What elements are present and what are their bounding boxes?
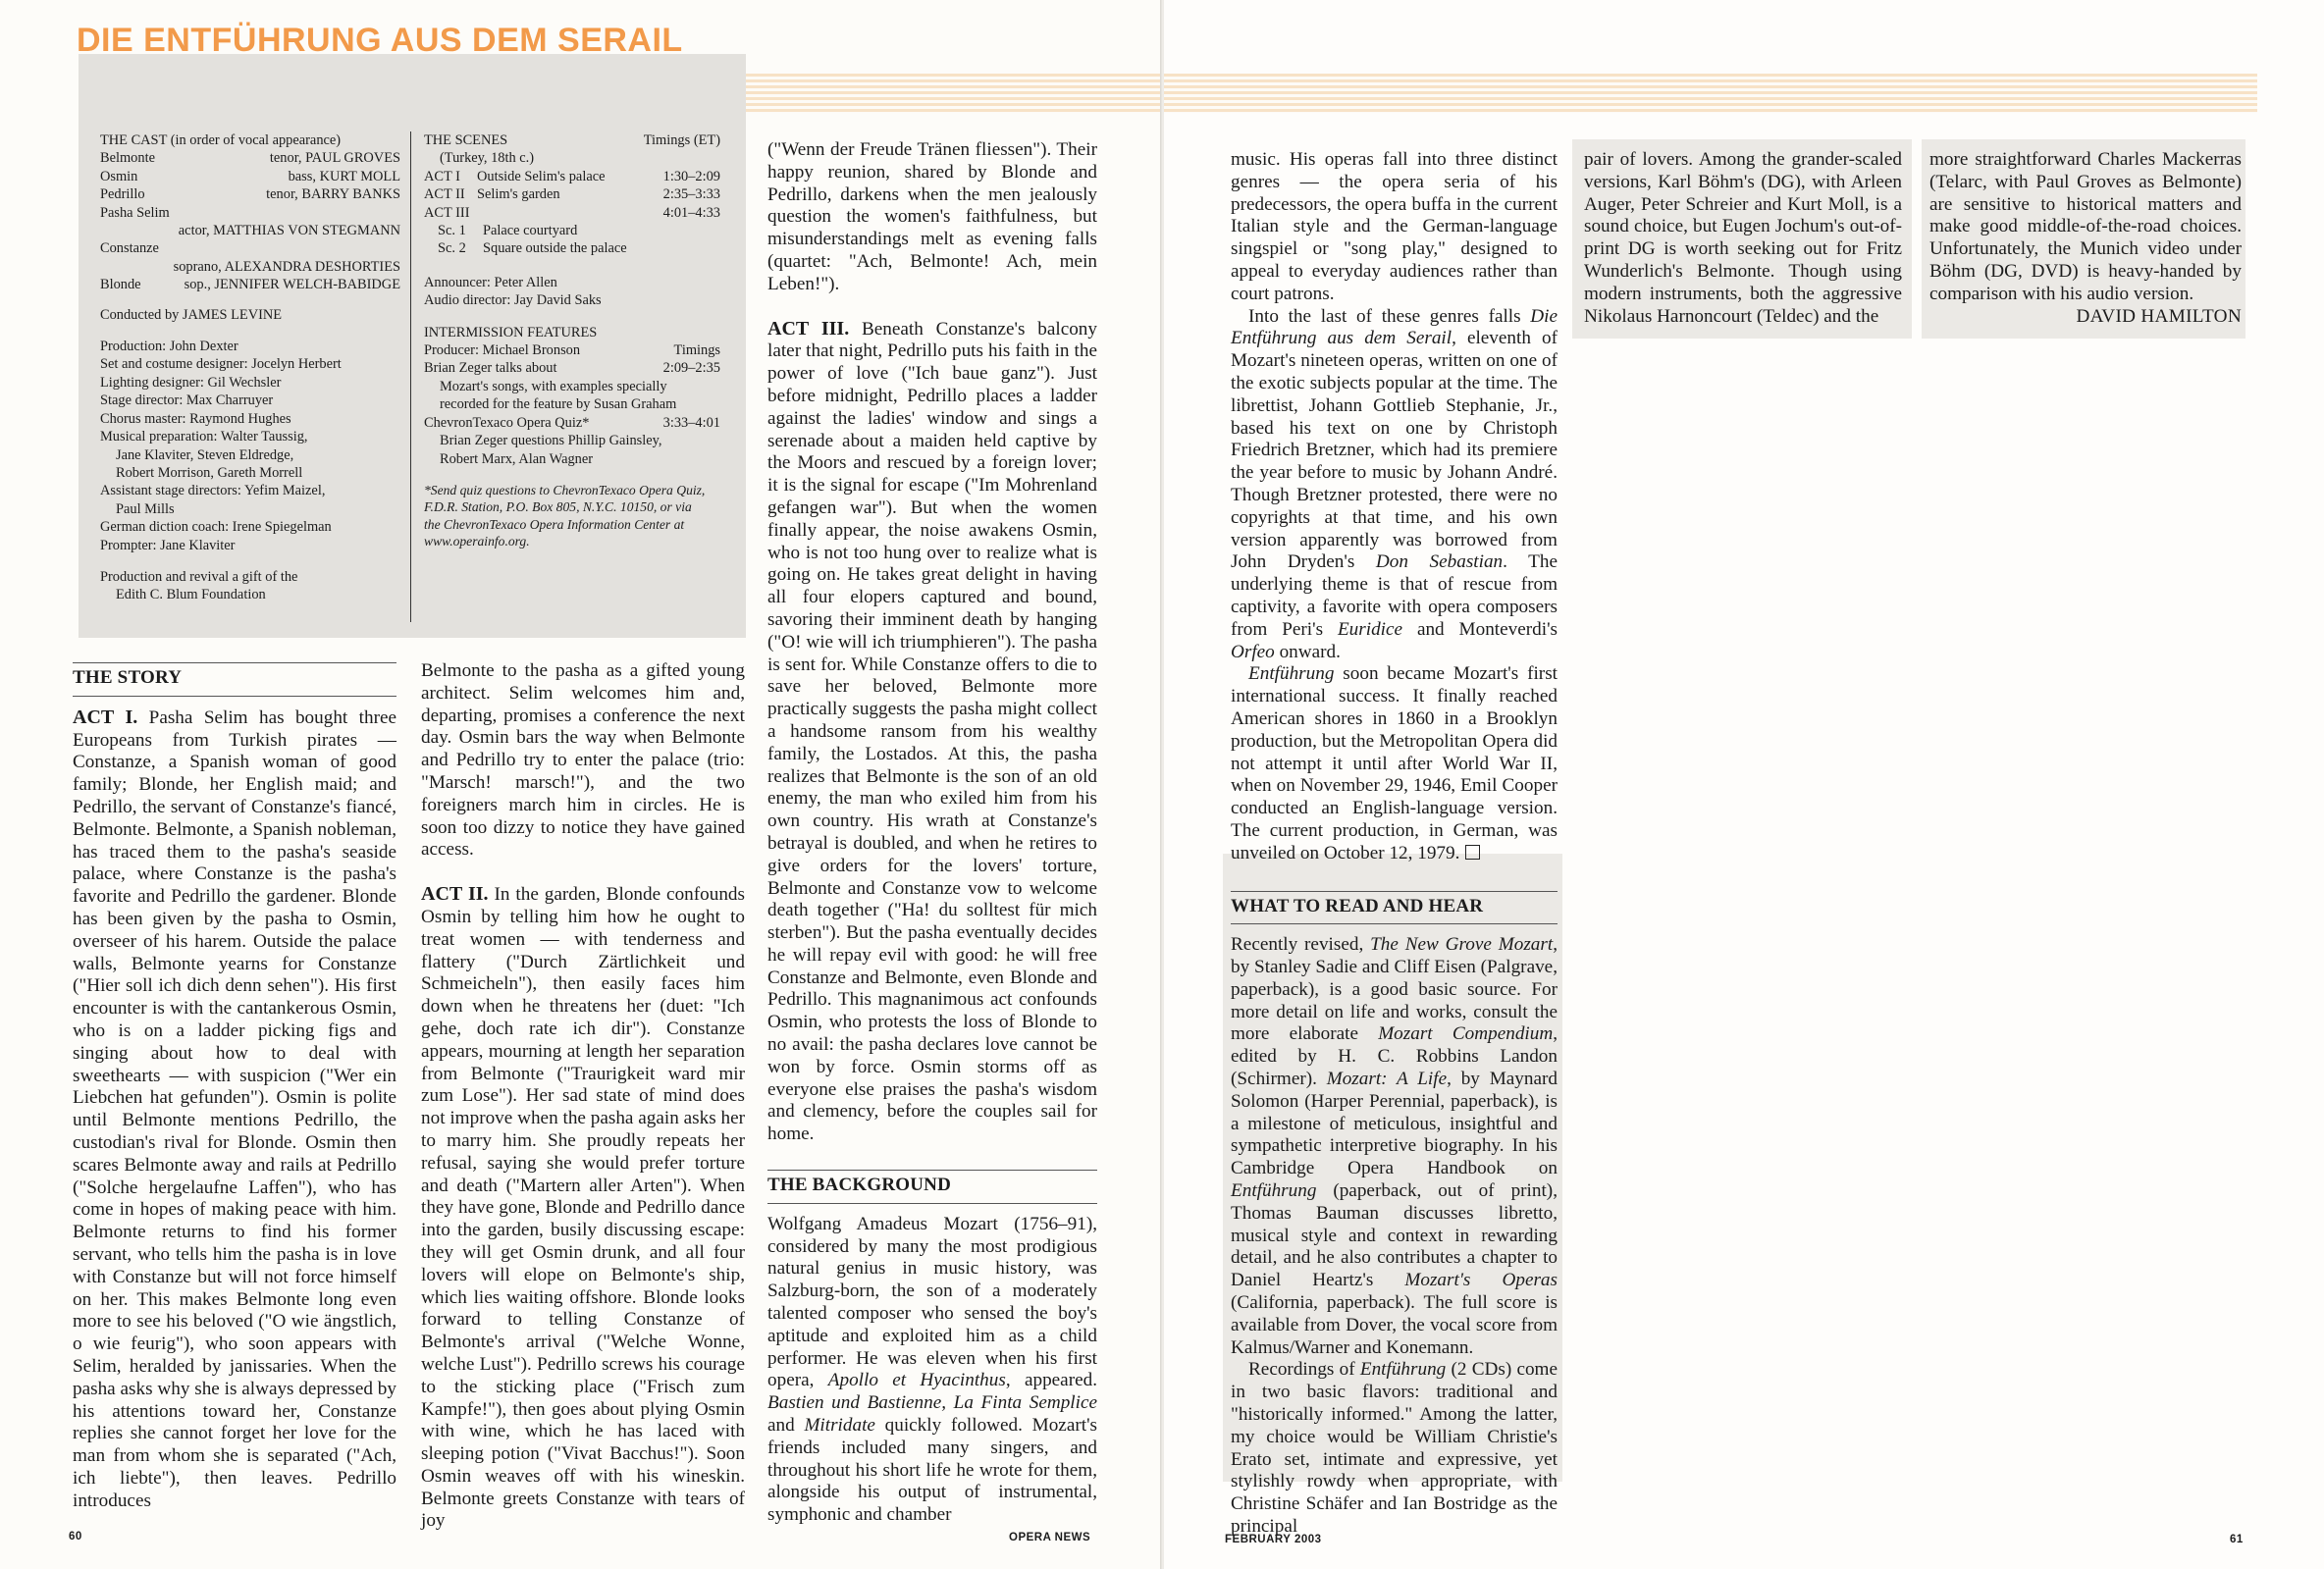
feature-1-line-3: recorded for the feature by Susan Graham: [440, 396, 677, 413]
decorative-stripe: [746, 74, 1162, 113]
scene-act: Sc. 1: [438, 223, 466, 239]
scenes-list: [424, 131, 720, 550]
cast-rows: [100, 149, 400, 293]
page-number-left: 60: [69, 1531, 82, 1543]
timings-word: Timings: [673, 342, 720, 359]
decorative-stripe: [1164, 74, 2257, 113]
cast-row: [100, 204, 400, 222]
cast-row: [100, 185, 400, 203]
title-don-sebastian: Don Sebastian: [1375, 551, 1504, 573]
cast-row: [100, 168, 400, 185]
background-column: [1231, 149, 1558, 1539]
background-text: and Monteverdi's: [1402, 618, 1558, 640]
feature-2-time: 3:33–4:01: [662, 414, 720, 431]
title-entfuhrung: Entführung: [1231, 1180, 1317, 1202]
production-credit: Production: John Dexter: [100, 339, 238, 355]
story-column-1: [73, 662, 396, 1512]
title-euridice: Euridice: [1337, 618, 1403, 640]
read-text: (California, paperback). The full score is available from Dover, the vocal score from Kalmus/Warner and Konemann.: [1231, 1292, 1558, 1358]
title-orfeo: Orfeo: [1231, 641, 1275, 662]
cast-role: Blonde: [100, 277, 141, 293]
production-credit: Set and costume designer: Jocelyn Herbert: [100, 356, 342, 373]
cast-row: [100, 258, 400, 276]
title-mitridate: Mitridate: [804, 1415, 875, 1437]
read-text: Recordings of: [1248, 1359, 1360, 1381]
producer: Producer: Michael Bronson: [424, 342, 581, 359]
read-text: , by Maynard Solomon (Harper Perennial, paperback), is a milestone of meticulous, insightful and sympathetic interpretive biography. In his Cambridge Opera Handbook on: [1231, 1069, 1558, 1179]
title-compendium: Mozart Compendium: [1378, 1023, 1554, 1045]
production-credit: Assistant stage directors: Yefim Maizel,: [100, 483, 326, 499]
right-page: [1164, 0, 2324, 1569]
announcer: Announcer: Peter Allen: [424, 274, 557, 290]
gift-line-1: Production and revival a gift of the: [100, 568, 298, 585]
cast-role: Belmonte: [100, 150, 155, 167]
production-credit: Robert Morrison, Gareth Morrell: [116, 464, 303, 481]
author-signature: DAVID HAMILTON: [2076, 305, 2242, 327]
cast-heading: THE CAST (in order of vocal appearance): [100, 132, 342, 148]
cast-row: [100, 222, 400, 239]
production-credit: Lighting designer: Gil Wechsler: [100, 374, 282, 391]
read-hear-heading: WHAT TO READ AND HEAR: [1231, 891, 1558, 925]
intermission-heading: INTERMISSION FEATURES: [424, 324, 598, 340]
audio-director: Audio director: Jay David Saks: [424, 292, 602, 309]
cast-voice: actor, MATTHIAS VON STEGMANN: [178, 223, 400, 239]
recordings-column-2: [1584, 149, 1902, 328]
background-text: soon became Mozart's first international success. It finally reached American shores in 1860 in a Brooklyn production, but the Metropolitan Opera did not attempt it until after World War II, when on November 29, 1946, Emil Cooper conducted an English-language version. The current production, in German, was unveiled on October 12, 1979.: [1231, 663, 1558, 863]
title-new-grove: The New Grove Mozart: [1370, 934, 1554, 956]
read-text: , by Stanley Sadie and Cliff Eisen (Palgrave, paperback), is a good basic source. For more detail on life and works, consult the more elaborate: [1231, 934, 1558, 1045]
scene-label: [424, 168, 605, 185]
production-credit: Chorus master: Raymond Hughes: [100, 410, 291, 427]
scene-act: ACT III: [424, 204, 470, 221]
cast-row: [100, 239, 400, 257]
scene-act: ACT II: [424, 186, 465, 203]
scene-act: ACT I: [424, 168, 460, 184]
cast-list: [100, 131, 400, 604]
act-2-text: In the garden, Blonde confounds Osmin by telling him how he ought to treat women — with tenderness and flattery ("Durch Zärtlichkeit und Schmeicheln"), then easily faces him down when he threatens her (duet: "Ich gehe, doch rate ich dir"). Constanze appears, mourning at length her separation from Belmonte ("Traurigkeit ward mir zum Lose"). Her sad state of mind does not improve when the pasha again asks her to marry him. She proudly repeats her refusal, saying she would prefer torture and death ("Martern aller Arten"). When they have gone, Blonde and Pedrillo dance into the garden, busily discussing escape: they will get Osmin drunk, and all four lovers will elope on Belmonte's ship, which lies waiting offshore. Blonde looks forward to telling Constanze of Belmonte's arrival ("Welche Wonne, welche Lust"). Pedrillo screws his courage to the sticking place ("Frisch zum Kampfe!"), then goes about plying Osmin with wine, which he has laced with sleeping potion ("Vivat Bacchus!"). Soon Osmin weaves off with his wineskin. Belmonte greets Constanze with tears of joy: [421, 884, 745, 1532]
scene-time: 4:01–4:33: [662, 204, 720, 221]
story-col-3-text: ("Wenn der Freude Tränen fliessen"). Their happy reunion, shared by Blonde and Pedrillo, darkens when the men jealously question the women's faithfulness, but misunderstandings melt as evening falls (quartet: "Ach, Belmonte! Ach, mein Leben!").: [767, 139, 1097, 294]
recordings-column-3: [1929, 149, 2242, 328]
background-text: Wolfgang Amadeus Mozart (1756–91), considered by many the most prodigious natural genius in music history, was Salzburg-born, the son of a moderately talented composer who sensed the boy's aptitude and exploited him as a child performer. He was eleven when his first opera,: [767, 1213, 1097, 1391]
scene-place: Palace courtyard: [483, 223, 578, 239]
quiz-note: *Send quiz questions to ChevronTexaco Opera Quiz, F.D.R. Station, P.O. Box 805, N.Y.C. 10150, or via the ChevronTexaco Opera Information Center at www.operainfo.org.: [424, 482, 706, 549]
scenes-setting: (Turkey, 18th c.): [440, 150, 535, 167]
cast-role: Pedrillo: [100, 186, 145, 203]
background-text: onward.: [1274, 641, 1341, 662]
scene-row: [424, 222, 720, 239]
feature-2-title: ChevronTexaco Opera Quiz*: [424, 414, 590, 431]
title-mozart-a-life: Mozart: A Life: [1326, 1069, 1448, 1090]
scene-row: [424, 168, 720, 185]
feature-1-time: 2:09–2:35: [662, 360, 720, 377]
read-text: Recently revised,: [1231, 934, 1371, 956]
act-3-label: ACT III.: [767, 317, 850, 340]
cast-voice: bass, KURT MOLL: [288, 168, 400, 184]
background-text: Into the last of these genres falls: [1248, 305, 1531, 327]
scene-label: [424, 204, 477, 222]
cast-voice: soprano, ALEXANDRA DESHORTIES: [173, 258, 400, 275]
cast-voice: tenor, PAUL GROVES: [269, 150, 400, 167]
timings-label: Timings (ET): [643, 132, 720, 148]
recordings-text-3: more straightforward Charles Mackerras (Telarc, with Paul Groves as Belmonte) are sensitive to historical matters and make good middle-of-the-road choices. Unfortunately, the Munich video under Böhm (DG, DVD) is heavy-handed by comparison with his audio version.: [1929, 149, 2242, 304]
read-text: (2 CDs) come in two basic flavors: traditional and "historically informed." Among the latter, my choice would be William Christie's Erato set, intimate and expressive, yet stylishly rowdy when appropriate, with Christine Schäfer and Ian Bostridge as the principal: [1231, 1359, 1558, 1538]
production-credit: Musical preparation: Walter Taussig,: [100, 429, 308, 445]
end-mark-icon: [1465, 845, 1480, 860]
title-entfuhrung: Entführung: [1359, 1359, 1447, 1381]
production-credits: [100, 338, 400, 554]
scenes-heading: THE SCENES: [424, 132, 508, 148]
scene-place: Selim's garden: [477, 186, 560, 203]
scene-row: [424, 239, 720, 257]
act-1-label: ACT I.: [73, 706, 138, 728]
scene-label: [424, 239, 627, 257]
title-mozarts-operas: Mozart's Operas: [1404, 1270, 1558, 1291]
read-text: (paperback, out of print), Thomas Bauman discusses libretto, musical style and context in rewarding detail, and he also contributes a chapter to Daniel Heartz's: [1231, 1180, 1558, 1291]
story-column-2: [421, 660, 745, 1533]
production-credit: Paul Mills: [116, 500, 175, 517]
cast-role: Pasha Selim: [100, 204, 170, 221]
title-apollo: Apollo et Hyacinthus: [827, 1370, 1006, 1391]
scene-place: Square outside the palace: [483, 240, 627, 257]
background-text: , appeared.: [1005, 1370, 1097, 1391]
scene-row: [424, 185, 720, 203]
title-entfuhrung: Entführung: [1248, 663, 1335, 685]
production-credit: Prompter: Jane Klaviter: [100, 537, 236, 553]
production-credit: Stage director: Max Charruyer: [100, 392, 274, 409]
feature-2-line-3: Robert Marx, Alan Wagner: [440, 450, 594, 467]
cast-voice: tenor, BARRY BANKS: [266, 186, 400, 203]
conductor: Conducted by JAMES LEVINE: [100, 306, 283, 323]
feature-1-title: Brian Zeger talks about: [424, 360, 557, 377]
recordings-text-2: pair of lovers. Among the grander-scaled versions, Karl Böhm's (DG), with Arleen Auger, Peter Schreier and Kurt Moll, is a sound choice, but Eugen Jochum's out-of-print DG is worth seeking out for Fritz Wunderlich's Belmonte. Though using modern instruments, both the aggressive Nikolaus Harnoncourt (Teldec) and the: [1584, 149, 1902, 327]
scene-time: 2:35–3:33: [662, 186, 720, 203]
cast-role: Constanze: [100, 240, 159, 257]
background-continued: music. His operas fall into three distinct genres — the opera seria of his predecessors, the opera buffa in the current Italian style and the German-language singspiel or "song play," designed to appeal to everyday audiences rather than court patrons.: [1231, 149, 1558, 304]
page-number-right: 61: [2230, 1534, 2244, 1545]
read-text: , edited by H. C. Robbins Landon (Schirmer).: [1231, 1023, 1558, 1090]
cast-voice: sop., JENNIFER WELCH-BABIDGE: [184, 277, 400, 293]
story-heading: THE STORY: [73, 662, 396, 697]
scene-act: Sc. 2: [438, 240, 466, 257]
scene-label: [424, 222, 577, 239]
scene-place: Outside Selim's palace: [477, 168, 606, 184]
act-1-text: Pasha Selim has bought three Europeans from Turkish pirates — Constanze, a Spanish woman of good family; Blonde, her English maid; and Pedrillo, the servant of Constanze's fiancé, Belmonte. Belmonte, a Spanish nobleman, has traced them to the pasha's seaside palace, where Constanze is the pasha's favorite and Pedrillo the gardener. Blonde has been given by the pasha to Osmin, overseer of his harem. Outside the palace walls, Belmonte yearns for Constanze ("Hier soll ich dich denn sehen"). His first encounter is with the cantankerous Osmin, who is on a ladder picking figs and singing about how to deal with sweethearts — with suspicion ("Wer ein Liebchen hat gefunden"). Osmin is polite until Belmonte mentions Pedrillo, the custodian's rival for Blonde. Osmin then scares Belmonte away and rails at Pedrillo ("Solche hergelaufne Laffen"), who has come in hopes of making peace with him. Belmonte returns to find his former servant, who tells him the pasha is in love with Constanze but will not force himself on her. This makes Belmonte long even more to see his beloved ("O wie ängstlich, o wie feurig"), who soon appears with Selim, heralded by janissaries. When the pasha asks why she is always depressed by his attentions toward her, Constanze replies she cannot forget her love for the man from whom she is separated ("Ach, ich liebte"), then leaves. Pedrillo introduces: [73, 706, 397, 1511]
cast-role: Osmin: [100, 168, 138, 184]
feature-2-line-2: Brian Zeger questions Phillip Gainsley,: [440, 433, 662, 449]
scene-row: [424, 204, 720, 222]
background-text: and: [767, 1415, 805, 1437]
cast-row: [100, 149, 400, 167]
scene-time: 1:30–2:09: [662, 168, 720, 184]
production-credit: Jane Klaviter, Steven Eldredge,: [116, 446, 294, 463]
act-2-label: ACT II.: [421, 883, 489, 906]
feature-1-line-2: Mozart's songs, with examples specially: [440, 378, 667, 394]
article-title: DIE ENTFÜHRUNG AUS DEM SERAIL: [77, 22, 683, 59]
background-text: quickly followed. Mozart's friends included many singers, and throughout his short life he wrote for them, alongside his output of instrumental, symphonic and chamber: [767, 1415, 1097, 1526]
box-divider: [410, 131, 411, 622]
scene-label: [424, 185, 560, 203]
cast-row: [100, 276, 400, 293]
background-text: , eleventh of Mozart's nineteen operas, written on one of the exotic subjects popular at the time. The librettist, Johann Gottlieb Stephanie, Jr., based his text on one by Christoph Friedrich Bretzner, which had its premiere the year before to music by Johann André. Though Bretzner protested, there were no copyrights at that time, and his own version apparently was borrowed from John Dryden's: [1231, 328, 1558, 573]
act-3-text: Beneath Constanze's balcony later that night, Pedrillo puts his faith in the power of love ("Ich baue ganz"). Just before midnight, Pedrillo places a ladder against the ladies' window and sings a serenade about a maiden held captive by the Moors and rescued by a foreign lover; it is the signal for escape ("Im Mohrenland gefangen war"). But when the women finally appear, the noise awakens Osmin, who is not too hung over to realize what is going on. He takes great delight in having all four elopers captured and bound, savoring their imminent death by hanging ("O! wie will ich triumphieren"). The pasha is sent for. While Constanze offers to die to save her beloved, Belmonte more practically suggests the pasha might collect a handsome ransom from his wealthy family, the Lostados. At this, the pasha realizes that Belmonte is the son of an old enemy, the man who exiled him from his own country. His wrath at Constanze's betrayal is doubled, and when he retires to give orders for the lovers' torture, Belmonte and Constanze vow to welcome death together ("Ha! du solltest für mich sterben"). But the pasha eventually decides he will repay evil with good: he will free Constanze and Belmonte, even Blonde and Pedrillo. This magnanimous act confounds Osmin, who protests the loss of Blonde to no avail: the pasha declares love cannot be won by force. Osmin storms off as everyone else praises the pasha's wisdom and clemency, before the couples sail for home.: [767, 318, 1097, 1145]
scene-rows: [424, 168, 720, 258]
issue-date: FEBRUARY 2003: [1225, 1534, 1322, 1545]
background-heading: THE BACKGROUND: [767, 1170, 1097, 1204]
magazine-name: OPERA NEWS: [1009, 1532, 1091, 1543]
title-entfuhrung: Die Entführung aus dem Serail: [1231, 305, 1558, 349]
story-column-3: [767, 139, 1097, 1527]
production-credit: German diction coach: Irene Spiegelman: [100, 519, 332, 536]
background-text: . The underlying theme is that of rescue from captivity, a favorite with opera composers from Peri's: [1231, 551, 1558, 640]
gift-line-2: Edith C. Blum Foundation: [116, 587, 266, 603]
story-col-2-text: Belmonte to the pasha as a gifted young architect. Selim welcomes him and, departing, promises a conference the next day. Osmin bars the way when Belmonte and Pedrillo try to enter the palace (trio: "Marsch! marsch!"), and the two foreigners march him in circles. He is soon too dizzy to notice they have gained access.: [421, 660, 745, 861]
title-bastien: Bastien und Bastienne, La Finta Semplice: [767, 1392, 1097, 1414]
